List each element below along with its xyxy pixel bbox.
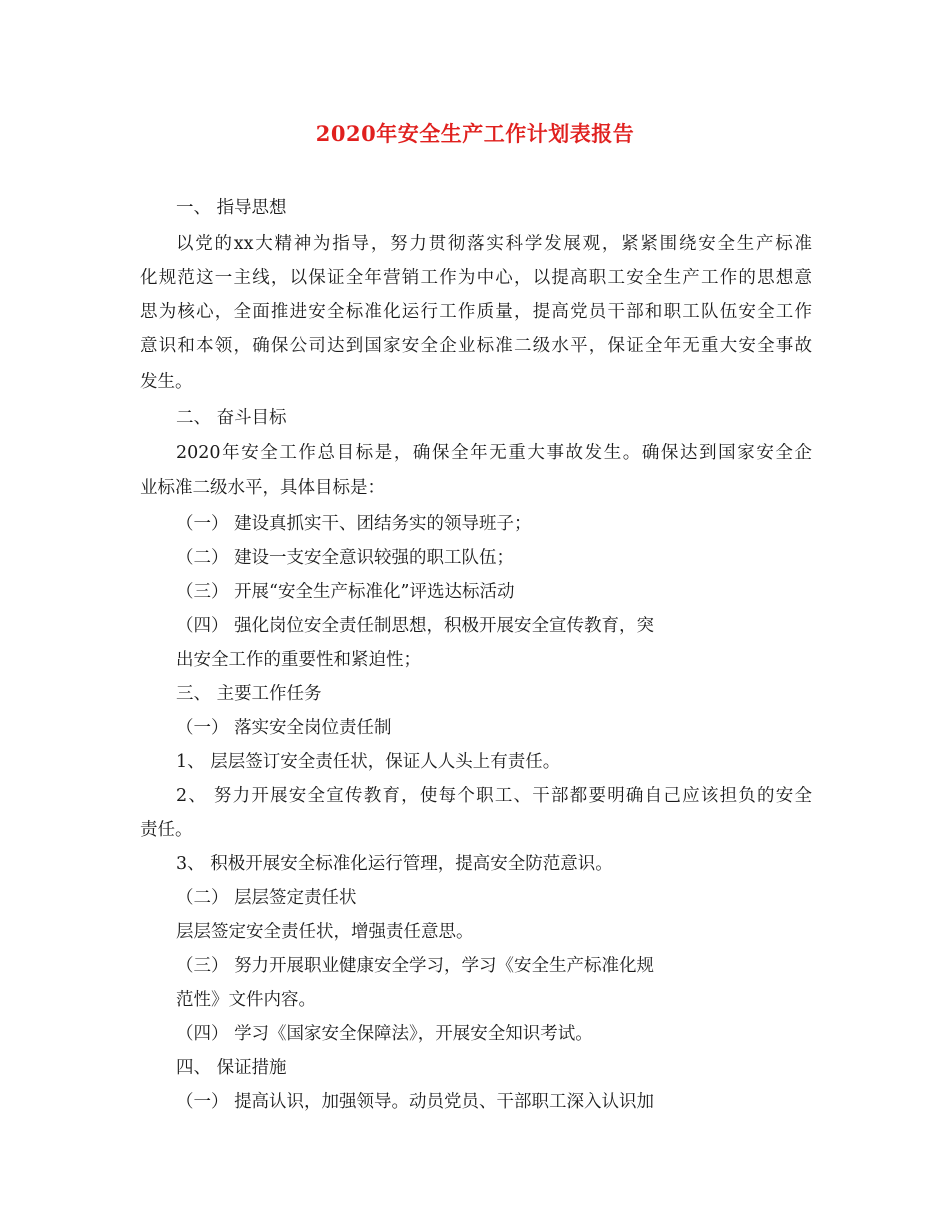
paragraph-line: 化规范这一主线，以保证全年营销工作为中心，以提高职工安全生产工作的思想意 — [140, 268, 812, 288]
list-item: 1、 层层签订安全责任状，保证人人头上有责任。 — [176, 752, 561, 772]
subsection-heading: （二） 层层签定责任状 — [176, 888, 357, 908]
subsection-heading: （三） 努力开展职业健康安全学习，学习《安全生产标准化规 — [176, 956, 655, 976]
paragraph-line: 层层签定安全责任状，增强责任意思。 — [176, 922, 474, 942]
list-item: （三） 开展“安全生产标准化”评选达标活动 — [176, 582, 515, 602]
paragraph-line: 以党的xx大精神为指导，努力贯彻落实科学发展观，紧紧围绕安全生产标准 — [176, 234, 812, 254]
list-item: （二） 建设一支安全意识较强的职工队伍； — [176, 548, 515, 568]
section-heading-3: 三、 主要工作任务 — [176, 684, 322, 704]
list-item-continuation: 责任。 — [140, 820, 193, 840]
document-title: 2020年安全生产工作计划表报告 — [315, 121, 635, 146]
section-heading-4: 四、 保证措施 — [176, 1058, 287, 1078]
paragraph-line: 意识和本领，确保公司达到国家安全企业标准二级水平，保证全年无重大安全事故 — [140, 336, 812, 356]
paragraph-line: 业标准二级水平，具体目标是： — [140, 478, 385, 498]
section-heading-1: 一、 指导思想 — [176, 198, 287, 218]
paragraph-line: 2020年安全工作总目标是，确保全年无重大事故发生。确保达到国家安全企 — [176, 443, 812, 463]
list-item: 2、 努力开展安全宣传教育，使每个职工、干部都要明确自己应该担负的安全 — [176, 786, 812, 806]
subsection-heading: （一） 落实安全岗位责任制 — [176, 718, 392, 738]
paragraph-line: 范性》文件内容。 — [176, 990, 316, 1010]
subsection-heading: （四） 学习《国家安全保障法》，开展安全知识考试。 — [176, 1024, 593, 1044]
section-heading-2: 二、 奋斗目标 — [176, 408, 287, 428]
list-item: 3、 积极开展安全标准化运行管理，提高安全防范意识。 — [176, 854, 613, 874]
list-item: （四） 强化岗位安全责任制思想，积极开展安全宣传教育，突 — [176, 616, 655, 636]
list-item: （一） 建设真抓实干、团结务实的领导班子； — [176, 514, 532, 534]
paragraph-line: 思为核心，全面推进安全标准化运行工作质量，提高党员干部和职工队伍安全工作 — [140, 302, 812, 322]
subsection-heading: （一） 提高认识，加强领导。动员党员、干部职工深入认识加 — [176, 1092, 655, 1112]
paragraph-line: 发生。 — [140, 372, 193, 392]
list-item-continuation: 出安全工作的重要性和紧迫性； — [176, 650, 421, 670]
